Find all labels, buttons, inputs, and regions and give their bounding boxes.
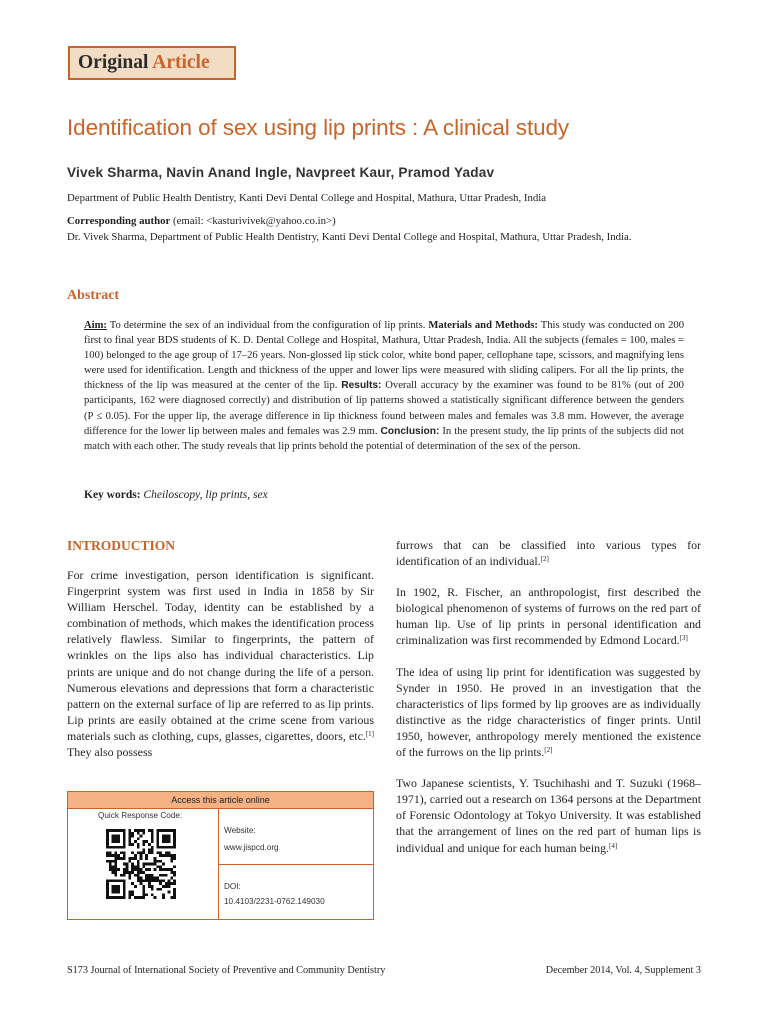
aim-text: To determine the sex of an individual from the configuration of lip prints. (106, 320, 429, 331)
affiliation: Department of Public Health Dentistry, Kanti Devi Dental College and Hospital, Mathura, Uttar Pradesh, India (67, 192, 547, 204)
citation-ref[interactable]: [2] (540, 555, 549, 564)
results-text: Overall accuracy by the examiner was found to be 81% (out of 200 participants, 162 were diagnosed correctly) and distribution of lip patterns showed a statistically significant difference between the genders (P ≤ 0.05). For the upper lip, the average difference in lip thickness found between males and females was 3.8 mm. However, the average difference for the lower lip between males and females was 2.9 mm. (84, 380, 684, 437)
intro-paragraph-1-tail: They also possess (67, 745, 153, 760)
qr-label: Quick Response Code: (98, 811, 183, 820)
intro-paragraph-4 (396, 664, 701, 761)
author-list: Vivek Sharma, Navin Anand Ingle, Navpreet Kaur, Pramod Yadav (67, 165, 495, 180)
paragraph-text: furrows that can be classified into various types for identification of an individual. (396, 538, 701, 569)
access-online-box (67, 791, 374, 920)
citation-ref[interactable]: [4] (608, 841, 618, 850)
methods-label: Materials and Methods: (428, 320, 538, 331)
qr-cell (68, 809, 219, 920)
column-left (67, 567, 374, 760)
article-type-badge (68, 46, 236, 80)
aim-label: Aim: (84, 320, 107, 331)
footer-journal: S173 Journal of International Society of Preventive and Community Dentistry (67, 965, 386, 976)
conclusion-label: Conclusion: (380, 425, 440, 437)
intro-paragraph-1: For crime investigation, person identification is significant. Fingerprint system was first used in India in 1858 by Sir William Herschel. Today, identity can be established by a combination of methods, which makes the identification process relatively flawless. Similar to fingerprints, the pattern of wrinkles on the lips also has individual characteristics. Lip prints are unique and do not change during the life of a person. Numerous elevations and depressions that form a characteristic pattern on the external surface of lip are referred to as lip prints. Lip prints are easily obtained at the crime scene from various materials such as clothing, cups, glasses, cigarettes, doors, etc. (67, 568, 374, 743)
corresponding-author (67, 213, 632, 245)
doi-link[interactable]: 10.4103/2231-0762.149030 (224, 897, 325, 906)
abstract-body (84, 318, 684, 454)
methods-text: This study was conducted on 200 first to final year BDS students of K. D. Dental College and Hospital, Mathura, Uttar Pradesh, India. All the subjects (females = 100, males = 100) belonged to the age group of 17–26 years. Non-glossed lip stick color, white bond paper, cellophane tape, scissors, and magnifying lens were used for identification. Length and thickness of the upper and lower lips were measured with sliding calipers. For all the lip prints, the thickness of the lip was measured at the center of the lip. (84, 320, 684, 392)
citation-ref[interactable]: [1] (365, 729, 374, 738)
link-cell (219, 809, 373, 920)
abstract-heading: Abstract (67, 288, 120, 303)
results-label: Results: (341, 380, 382, 392)
corr-address: Dr. Vivek Sharma, Department of Public Health Dentistry, Kanti Devi Dental College and Hospital, Mathura, Uttar Pradesh, India. (67, 231, 632, 243)
introduction-heading: INTRODUCTION (67, 538, 176, 553)
citation-ref[interactable]: [2] (544, 746, 553, 755)
intro-paragraph-2 (396, 537, 701, 569)
paragraph-text: In 1902, R. Fischer, an anthropologist, first described the biological phenomenon of systems of furrows on the red part of human lip. Use of lip prints in personal identification and criminalization was first recommended by Edmond Locard. (396, 585, 701, 648)
paragraph-text: Two Japanese scientists, Y. Tsuchihashi and T. Suzuki (1968–1971), carried out a research on 1364 persons at the Department of Forensic Odontology at Tokyo University. It was established that the arrangement of lines on the red part of human lips is individual and unique for each human being. (396, 776, 701, 855)
website-link[interactable]: www.jispcd.org (224, 843, 279, 852)
keywords-label: Key words: (84, 489, 141, 501)
citation-ref[interactable]: [3] (679, 634, 688, 643)
keywords (84, 489, 268, 501)
badge-word-article: Article (152, 52, 210, 73)
article-title: Identification of sex using lip prints : A clinical study (67, 115, 570, 140)
website-label: Website: (224, 826, 256, 835)
conclusion-text: In the present study, the lip prints of the subjects did not match with each other. The study reveals that lip prints behold the potential of determination of the sex of the person. (84, 425, 684, 452)
footer-issue: December 2014, Vol. 4, Supplement 3 (545, 965, 701, 976)
intro-paragraph-5 (396, 775, 701, 855)
access-box-heading: Access this article online (68, 792, 373, 809)
doi-label: DOI: (224, 882, 241, 891)
paragraph-text: The idea of using lip print for identification was suggested by Synder in 1950. He proved in an investigation that the characteristics of lips formed by lip grooves are as individually distinctive as the ridge characteristics of finger prints. Until 1950, however, anthropology merely mentioned the existence of the furrows on the lip prints. (396, 664, 701, 760)
corr-label: Corresponding author (67, 215, 171, 227)
qr-code-icon[interactable] (106, 829, 176, 899)
cell-divider (219, 864, 373, 865)
keywords-value: Cheiloscopy, lip prints, sex (140, 489, 268, 501)
badge-word-original: Original (78, 52, 149, 73)
corr-email: (email: <kasturivivek@yahoo.co.in>) (170, 215, 336, 227)
column-right (396, 537, 701, 871)
intro-paragraph-3 (396, 584, 701, 648)
